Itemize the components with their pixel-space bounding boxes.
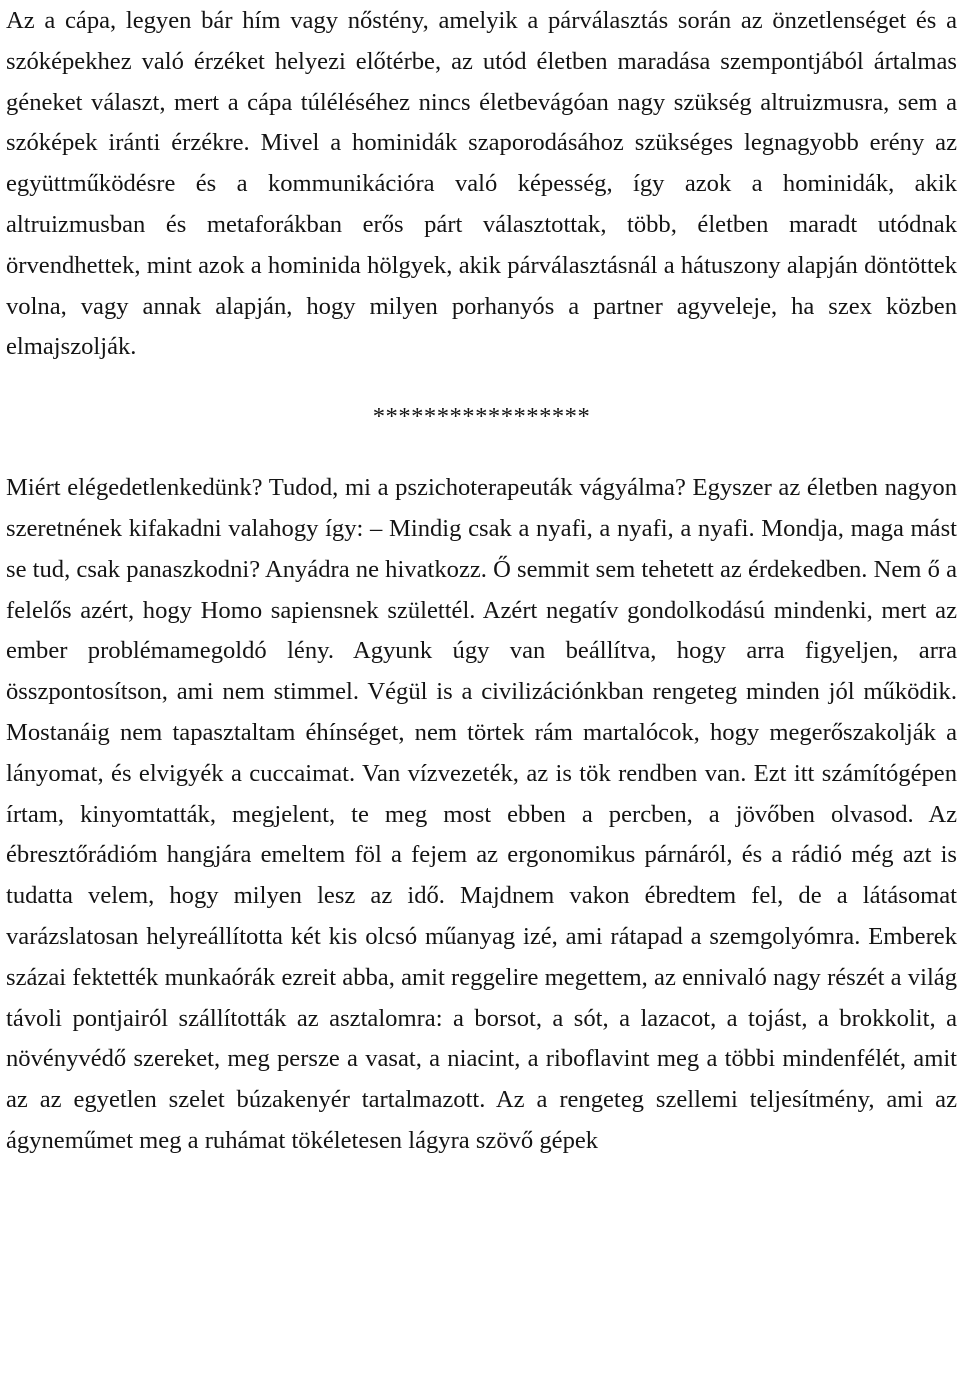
- paragraph-1: Az a cápa, legyen bár hím vagy nőstény, amelyik a párválasztás során az önzetlenséget és a szóképekhez való érzéket helyezi előtérbe, az utód életben maradása szempontjából ártalmas géneket választ, mert a cápa túléléséhez nincs életbevágóan nagy szükség altruizmusra, sem a szóképek iránti érzékre. Mivel a hominidák szaporodásához szükséges legnagyobb erény az együttműködésre és a kommunikációra való képesség, így azok a hominidák, akik altruizmusban és metaforákban erős párt választottak, több, életben maradt utódnak örvendhettek, mint azok a hominida hölgyek, akik párválasztásnál a hátuszony alapján döntöttek volna, vagy annak alapján, hogy milyen porhanyós a partner agyveleje, ha szex közben elmajszolják.: [6, 7, 957, 361]
- document-page: [6, 0, 957, 1162]
- section-separator: *****************: [372, 403, 591, 431]
- paragraph-2: Miért elégedetlenkedünk? Tudod, mi a pszichoterapeuták vágyálma? Egyszer az életben nagyon szeretnének kifakadni valahogy így: – Mindig csak a nyafi, a nyafi, a nyafi. Mondja, maga mást se tud, csak panaszkodni? Anyádra ne hivatkozz. Ő semmit sem tehetett az érdekedben. Nem ő a felelős azért, hogy Homo sapiensnek születtél. Azért negatív gondolkodású mindenki, mert az ember problémamegoldó lény. Agyunk úgy van beállítva, hogy arra figyeljen, arra összpontosítson, ami nem stimmel. Végül is a civilizációnkban rengeteg minden jól működik. Mostanáig nem tapasztaltam éhínséget, nem törtek rám martalócok, hogy megerőszakolják a lányomat, és elvigyék a cuccaimat. Van vízvezeték, az is tök rendben van. Ezt itt számítógépen írtam, kinyomtatták, megjelent, te meg most ebben a percben, a jövőben olvasod. Az ébresztőrádióm hangjára emeltem föl a fejem az ergonomikus párnáról, és a rádió még azt is tudatta velem, hogy milyen lesz az idő. Majdnem vakon ébredtem fel, de a látásomat varázslatosan helyreállította két kis olcsó műanyag izé, ami rátapad a szemgolyómra. Emberek százai fektették munkaórák ezreit abba, amit reggelire megettem, az ennivaló nagy részét a világ távoli pontjairól szállították az asztalomra: a borsot, a sót, a lazacot, a tojást, a brokkolit, a növényvédő szereket, meg persze a vasat, a niacint, a riboflavint meg a többi mindenfélét, amit az az egyetlen szelet búzakenyér tartalmazott. Az a rengeteg szellemi teljesítmény, ami az ágyneműmet meg a ruhámat tökéletesen lágyra szövő gépek: [6, 474, 957, 1154]
